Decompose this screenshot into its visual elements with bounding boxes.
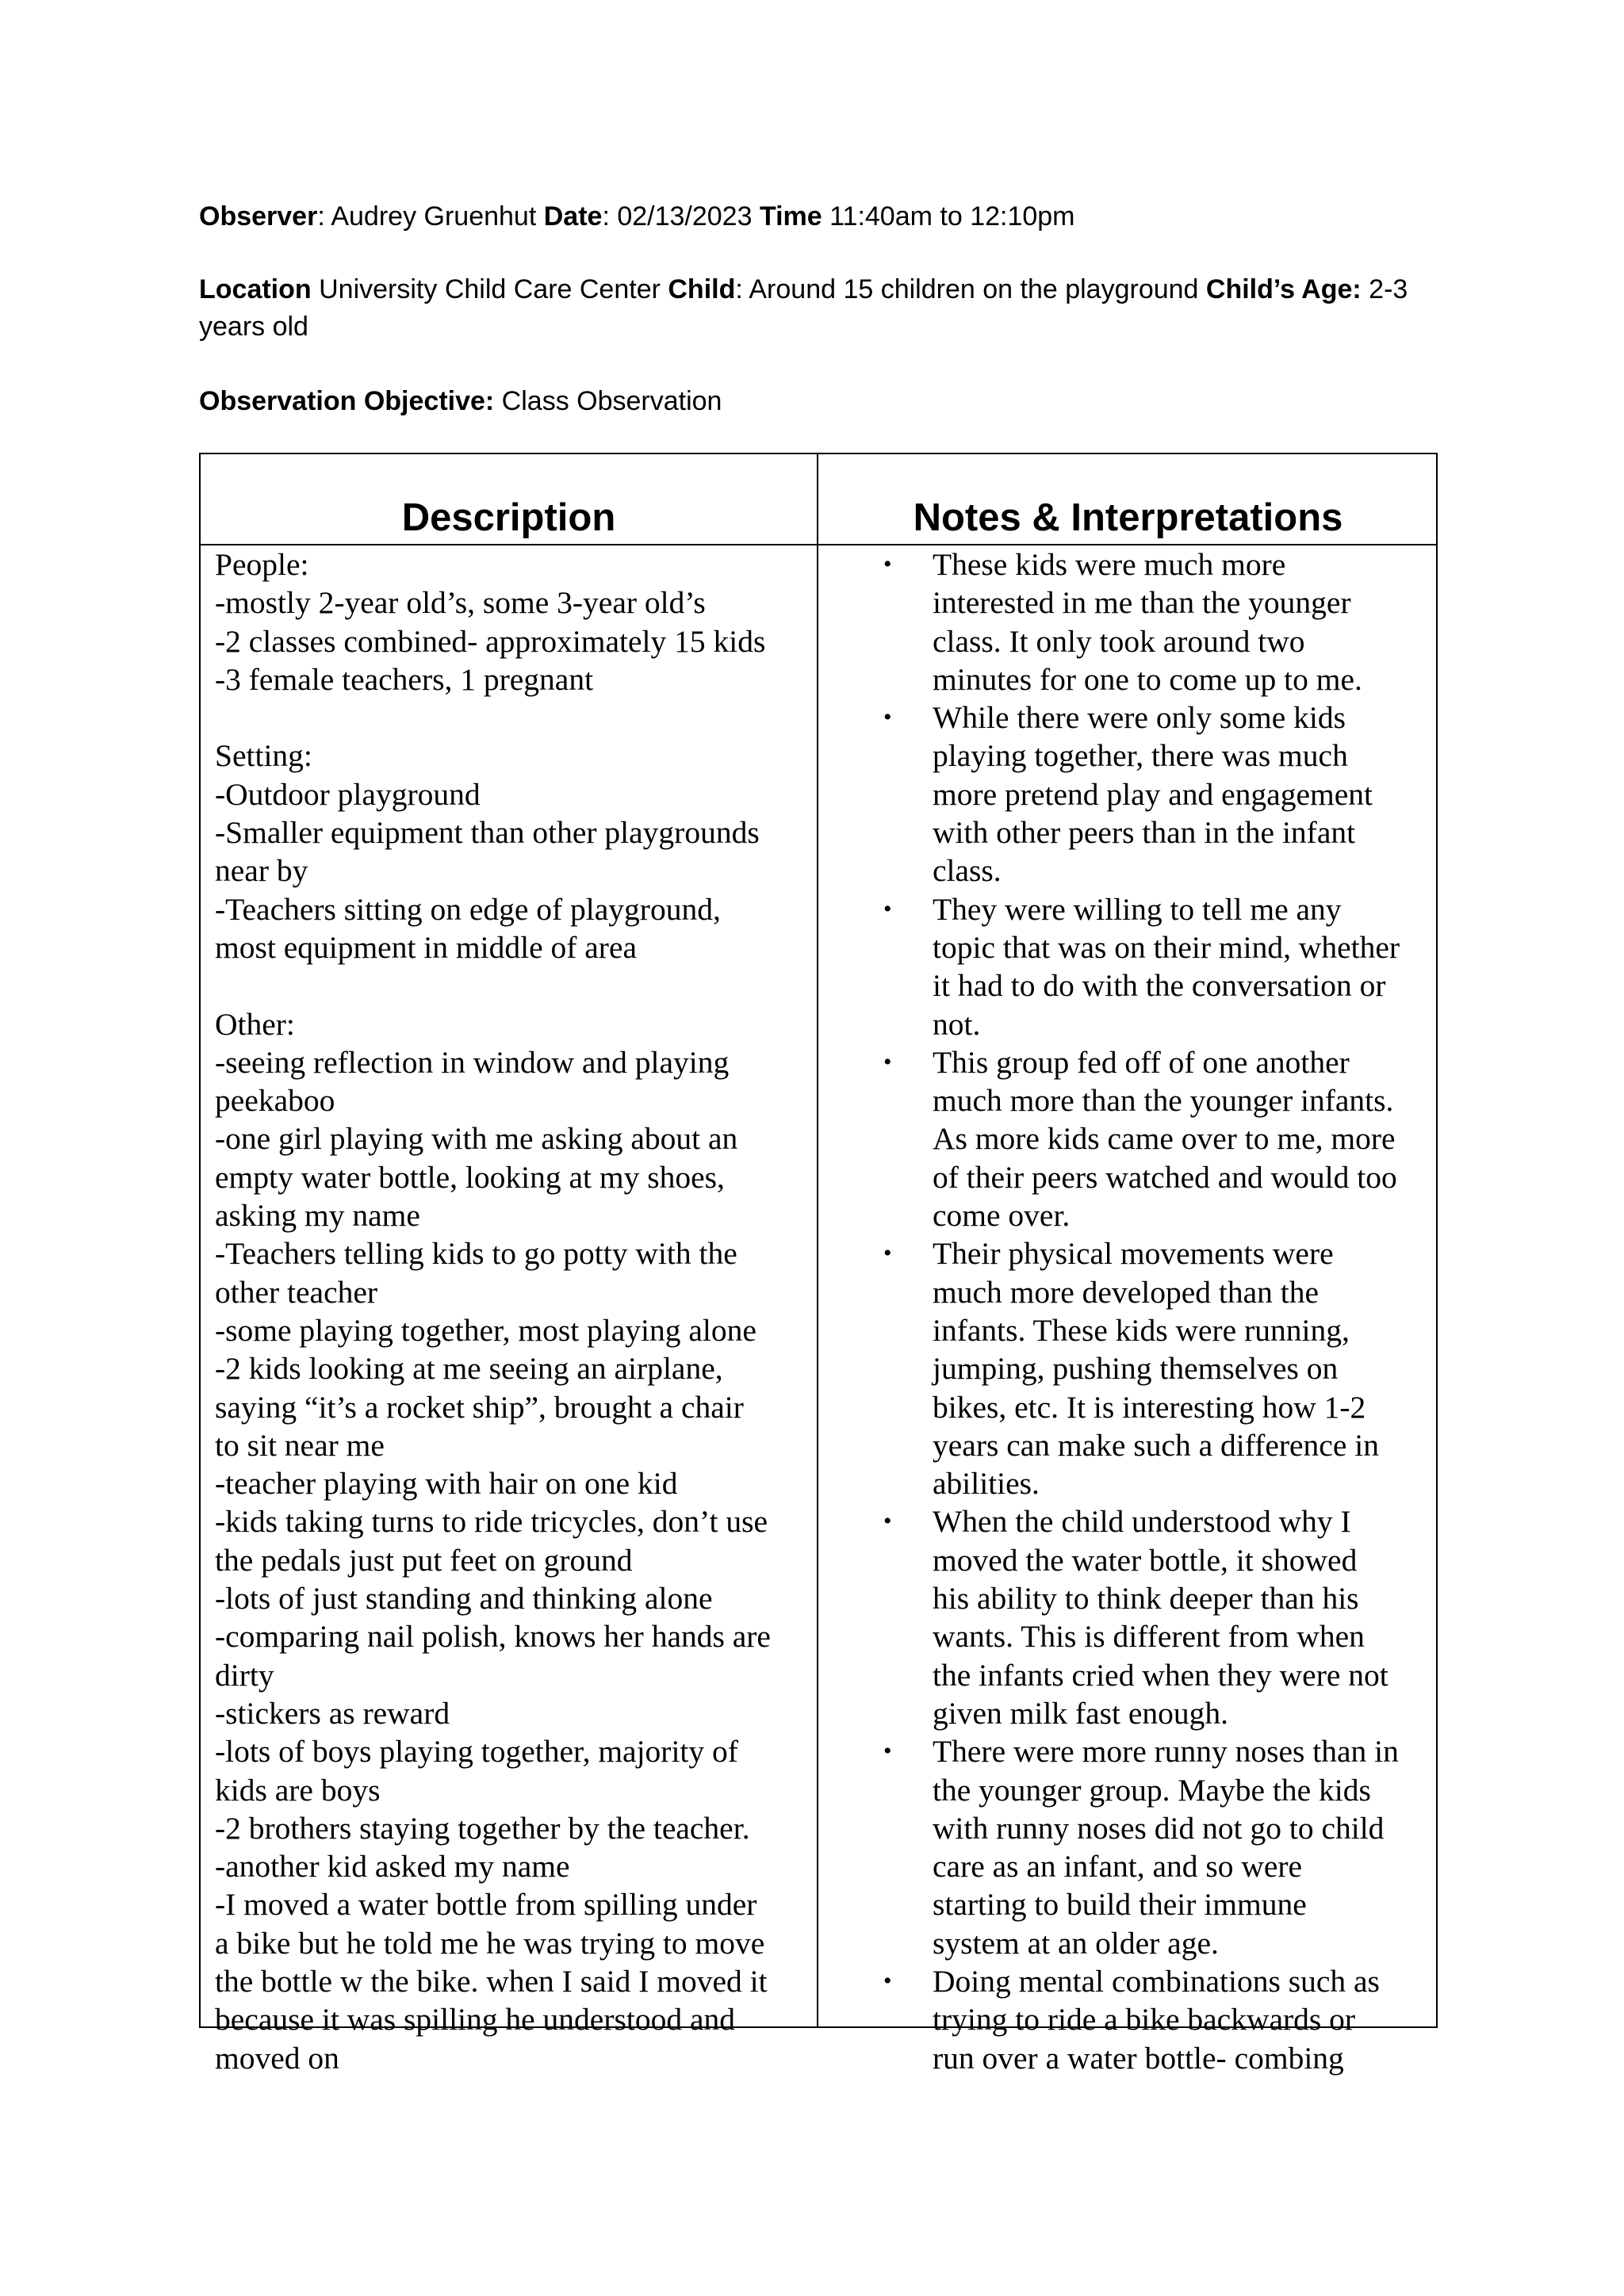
description-line: the pedals just put feet on ground <box>215 1542 633 1578</box>
note-line: minutes for one to come up to me. <box>933 661 1362 697</box>
note-item <box>818 698 1438 890</box>
note-line: care as an infant, and so were <box>933 1849 1303 1885</box>
description-line: -2 kids looking at me seeing an airplane, <box>215 1351 723 1387</box>
description-line: to sit near me <box>215 1427 385 1463</box>
description-line: -Outdoor playground <box>215 776 481 812</box>
note-line: While there were only some kids <box>933 700 1346 736</box>
note-line: Their physical movements were <box>933 1236 1334 1272</box>
description-line: -lots of boys playing together, majority of <box>215 1734 738 1770</box>
note-line: As more kids came over to me, more <box>933 1121 1396 1157</box>
note-line: These kids were much more <box>933 547 1286 582</box>
note-item <box>818 890 1438 1043</box>
note-line: run over a water bottle- combing <box>933 2040 1344 2076</box>
description-line: -2 brothers staying together by the teacher. <box>215 1810 750 1846</box>
note-line: not. <box>933 1006 981 1042</box>
bullet-icon: • <box>883 1738 892 1765</box>
description-line: asking my name <box>215 1198 420 1234</box>
observation-table <box>199 453 1438 2076</box>
note-item <box>818 545 1438 698</box>
location-value: University Child Care Center <box>311 274 668 304</box>
note-line: trying to ride a bike backwards or <box>933 2002 1356 2038</box>
description-line: -teacher playing with hair on one kid <box>215 1466 678 1502</box>
note-line: They were willing to tell me any <box>933 891 1342 927</box>
note-line: class. It only took around two <box>933 623 1305 659</box>
note-item <box>818 1962 1438 2077</box>
note-line: of their peers watched and would too <box>933 1159 1397 1195</box>
note-line: more pretend play and engagement <box>933 776 1373 812</box>
description-line: -comparing nail polish, knows her hands are <box>215 1619 771 1655</box>
description-line: moved on <box>215 2040 339 2076</box>
time-value: 11:40am to 12:10pm <box>822 201 1075 232</box>
note-line: bikes, etc. It is interesting how 1-2 <box>933 1389 1366 1425</box>
note-line: starting to build their immune <box>933 1887 1307 1923</box>
note-line: moved the water bottle, it showed <box>933 1542 1358 1578</box>
description-line: kids are boys <box>215 1772 381 1808</box>
description-line: most equipment in middle of area <box>215 929 638 965</box>
bullet-icon: • <box>883 1240 892 1267</box>
location-label: Location <box>199 274 312 304</box>
description-line: -stickers as reward <box>215 1695 450 1731</box>
paragraph-gap <box>215 966 810 1004</box>
note-line: much more developed than the <box>933 1274 1319 1310</box>
note-line: the infants cried when they were not <box>933 1657 1388 1693</box>
note-line: much more than the younger infants. <box>933 1083 1394 1119</box>
bullet-icon: • <box>883 1967 892 1994</box>
bullet-icon: • <box>883 551 892 577</box>
description-line: -kids taking turns to ride tricycles, don’t use <box>215 1504 768 1540</box>
note-line: jumping, pushing themselves on <box>933 1351 1339 1387</box>
description-line: -3 female teachers, 1 pregnant <box>215 661 594 697</box>
description-line: peekaboo <box>215 1083 335 1119</box>
notes-cell <box>818 545 1438 2076</box>
objective-label: Observation Objective: <box>199 386 495 416</box>
description-line: the bottle w the bike. when I said I moved it <box>215 1963 768 1999</box>
bullet-icon: • <box>883 704 892 731</box>
description-line: -Teachers telling kids to go potty with the <box>215 1236 737 1272</box>
description-line: -Smaller equipment than other playgrounds <box>215 815 760 851</box>
paragraph-gap <box>215 698 810 737</box>
description-line: -lots of just standing and thinking alone <box>215 1581 713 1617</box>
bullet-icon: • <box>883 1048 892 1075</box>
note-line: given milk fast enough. <box>933 1695 1228 1731</box>
note-line: When the child understood why I <box>933 1504 1351 1540</box>
description-line: -mostly 2-year old’s, some 3-year old’s <box>215 585 706 621</box>
note-item <box>818 1234 1438 1502</box>
description-line: -I moved a water bottle from spilling under <box>215 1887 757 1923</box>
description-line: -one girl playing with me asking about an <box>215 1121 738 1157</box>
note-line: the younger group. Maybe the kids <box>933 1772 1371 1808</box>
note-item <box>818 1502 1438 1732</box>
description-line: a bike but he told me he was trying to move <box>215 1925 765 1961</box>
description-cell <box>215 545 810 2077</box>
description-line: -Teachers sitting on edge of playground, <box>215 891 721 927</box>
description-line: Setting: <box>215 738 312 774</box>
description-line: -2 classes combined- approximately 15 kids <box>215 623 766 659</box>
description-line: -seeing reflection in window and playing <box>215 1044 730 1080</box>
description-line: People: <box>215 547 309 582</box>
objective-line <box>199 383 1452 420</box>
note-line: abilities. <box>933 1466 1040 1502</box>
observer-value: : Audrey Gruenhut <box>317 201 544 232</box>
age-label: Child’s Age: <box>1205 274 1362 304</box>
age-value: 2-3 years old <box>199 274 1408 342</box>
description-column-header: Description <box>401 496 616 539</box>
objective-value: Class Observation <box>494 386 722 416</box>
note-line: This group fed off of one another <box>933 1044 1350 1080</box>
note-line: Doing mental combinations such as <box>933 1963 1380 1999</box>
note-line: system at an older age. <box>933 1925 1219 1961</box>
note-item <box>818 1732 1438 1962</box>
description-line: empty water bottle, looking at my shoes, <box>215 1159 725 1195</box>
note-line: wants. This is different from when <box>933 1619 1365 1655</box>
description-line: because it was spilling he understood and <box>215 2002 735 2038</box>
note-line: come over. <box>933 1198 1071 1234</box>
description-line: -another kid asked my name <box>215 1849 570 1885</box>
bullet-icon: • <box>883 895 892 922</box>
observer-label: Observer <box>199 201 318 232</box>
description-line: other teacher <box>215 1274 378 1310</box>
note-line: infants. These kids were running, <box>933 1312 1350 1348</box>
note-item <box>818 1043 1438 1234</box>
time-label: Time <box>759 201 822 232</box>
note-line: playing together, there was much <box>933 738 1348 774</box>
date-label: Date <box>543 201 603 232</box>
bullet-icon: • <box>883 1508 892 1535</box>
notes-column-header: Notes & Interpretations <box>913 496 1343 539</box>
child-label: Child <box>668 274 736 304</box>
note-line: it had to do with the conversation or <box>933 968 1386 1004</box>
note-line: with runny noses did not go to child <box>933 1810 1385 1846</box>
note-line: his ability to think deeper than his <box>933 1581 1359 1617</box>
note-line: years can make such a difference in <box>933 1427 1379 1463</box>
child-value: : Around 15 children on the playground <box>735 274 1206 304</box>
note-line: There were more runny noses than in <box>933 1734 1399 1770</box>
description-line: dirty <box>215 1657 274 1693</box>
note-line: interested in me than the younger <box>933 585 1351 621</box>
note-line: with other peers than in the infant <box>933 815 1356 851</box>
description-line: near by <box>215 853 308 889</box>
location-line <box>199 271 1452 346</box>
observer-line <box>199 198 1452 235</box>
description-line: Other: <box>215 1006 295 1042</box>
description-line: saying “it’s a rocket ship”, brought a chair <box>215 1389 744 1425</box>
date-value: : 02/13/2023 <box>602 201 760 232</box>
note-line: topic that was on their mind, whether <box>933 929 1400 965</box>
note-line: class. <box>933 853 1002 889</box>
description-line: -some playing together, most playing alone <box>215 1312 756 1348</box>
